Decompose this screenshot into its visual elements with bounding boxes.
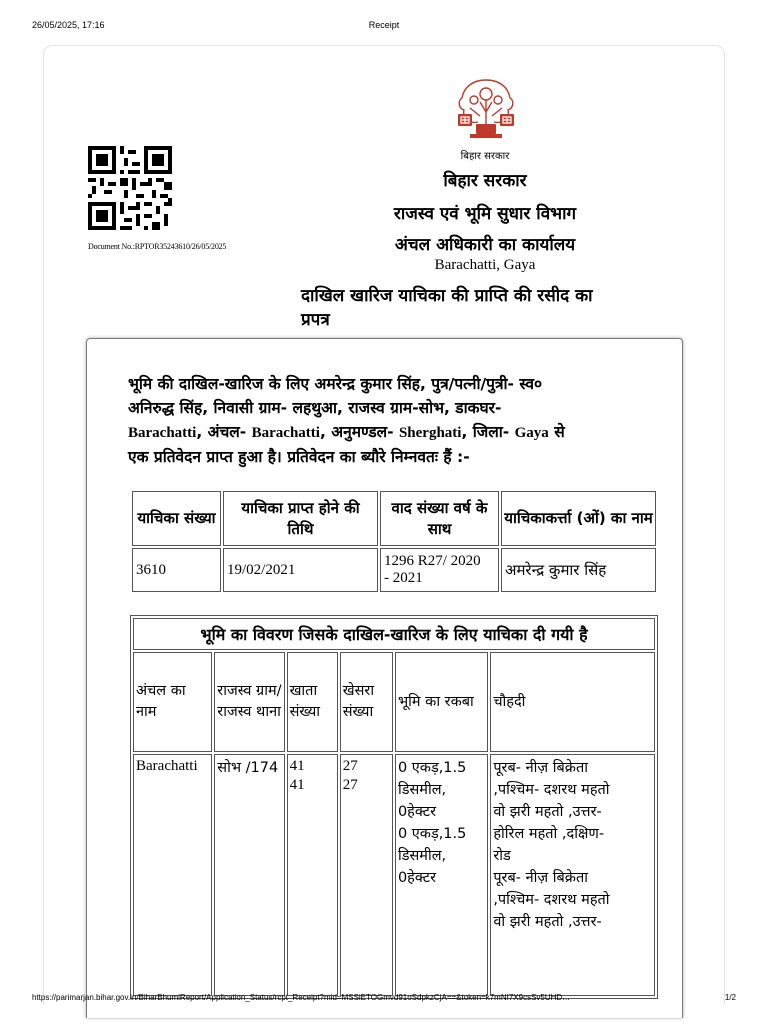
area-line: डिसमील,: [397, 782, 447, 798]
table-row: [132, 548, 656, 592]
col-khata: खाता संख्या: [287, 652, 338, 752]
boundary-line: पूरब- नीज़ बिक्रेता: [493, 760, 588, 776]
khesra-value: 27: [342, 777, 358, 793]
intro-sep: से: [548, 423, 565, 441]
boundary-line: होरिल महतो ,दक्षिण-: [493, 826, 605, 842]
boundary-line: ,पश्चिम- दशरथ महतो: [493, 892, 610, 908]
area-line: डिसमील,: [397, 848, 447, 864]
boundary-line: वो झरी महतो ,उत्तर-: [493, 804, 602, 820]
petition-table: [130, 489, 658, 594]
col-received-date: याचिका प्राप्त होने की तिथि: [223, 491, 378, 546]
intro-subdivision: Sherghati: [398, 425, 462, 441]
col-petitioner: याचिकाकर्त्ता (ओं) का नाम: [501, 491, 656, 546]
intro-sep: , अनुमण्डल-: [319, 423, 399, 441]
intro-line-2: अनिरुद्ध सिंह, निवासी ग्राम- लहथुआ, राजस्व ग्राम-सोभ, डाकघर-: [128, 399, 502, 417]
khata-value: 41: [289, 758, 305, 774]
table-row: [133, 754, 655, 996]
print-header: [0, 20, 768, 34]
intro-sep: , अंचल-: [196, 423, 252, 441]
land-boundary: [490, 754, 655, 996]
government-heading: बिहार सरकार: [443, 171, 527, 191]
petitioner-name: अमरेन्द्र कुमार सिंह: [501, 548, 656, 592]
department-heading: राजस्व एवं भूमि सुधार विभाग: [393, 204, 577, 224]
circle-value: Barachatti: [136, 758, 198, 774]
page-number: 1/2: [724, 993, 736, 1002]
area-line: 0हेक्टर: [397, 870, 437, 886]
khata-no: [287, 754, 338, 996]
office-heading: अंचल अधिकारी का कार्यालय: [394, 235, 576, 255]
khata-value: 41: [289, 777, 305, 793]
petition-no: 3610: [132, 548, 221, 592]
col-area: भूमि का रकबा: [395, 652, 488, 752]
intro-district: Gaya: [514, 425, 549, 441]
intro-anchal: Barachatti: [251, 425, 320, 441]
receipt-title-line-1: दाखिल खारिज याचिका की प्राप्ति की रसीद का: [301, 286, 593, 306]
received-date: 19/02/2021: [223, 548, 378, 592]
khesra-value: 27: [342, 758, 358, 774]
bihar-emblem-icon: [444, 72, 528, 148]
land-area: [395, 754, 488, 996]
col-boundary: चौहदी: [490, 652, 655, 752]
intro-line-3: [128, 420, 668, 445]
village-value: सोभ /174: [217, 760, 279, 776]
intro-line-4: एक प्रतिवेदन प्राप्त हुआ है। प्रतिवेदन का ब्यौरे निम्नवतः हैं :-: [128, 448, 470, 466]
circle-name: [133, 754, 212, 996]
intro-circle: Barachatti: [128, 425, 197, 441]
col-petition-no: याचिका संख्या: [132, 491, 221, 546]
area-line: 0 एकड़,1.5: [397, 760, 467, 776]
intro-sep: , जिला-: [461, 423, 515, 441]
col-khesra: खेसरा संख्या: [340, 652, 393, 752]
page-url-link[interactable]: https://parimarjan.bihar.gov.in/BiharBhumiReport/Application_Status/rcpt_Receipt?mid=MSSiETOGmvd91oSdpkzCjA==&token=k7mNI7X9csSv5UHD…: [32, 993, 571, 1002]
receipt-title-line-2: प्रपत्र: [301, 310, 330, 330]
area-line: 0हेक्टर: [397, 804, 437, 820]
location-heading: Barachatti, Gaya: [434, 257, 536, 273]
table-header-row: [132, 491, 656, 546]
print-title: Receipt: [368, 20, 400, 30]
intro-paragraph: [128, 372, 668, 469]
village-name: [214, 754, 284, 996]
case-no: [380, 548, 499, 592]
table-header-row: [133, 652, 655, 752]
area-line: 0 एकड़,1.5: [397, 826, 467, 842]
case-no-line-2: - 2021: [384, 570, 423, 586]
receipt-title: [301, 284, 671, 332]
col-case-no: वाद संख्या वर्ष के साथ: [380, 491, 499, 546]
boundary-line: रोड: [493, 848, 511, 864]
boundary-line: ,पश्चिम- दशरथ महतो: [493, 782, 610, 798]
document-number: Document No.:RPTOR35243610/26/05/2025: [88, 242, 227, 251]
case-no-line-1: 1296 R27/ 2020: [384, 553, 481, 569]
boundary-line: वो झरी महतो ,उत्तर-: [493, 914, 602, 930]
land-table-caption: भूमि का विवरण जिसके दाखिल-खारिज के लिए याचिका दी गयी है: [133, 618, 655, 650]
khesra-no: [340, 754, 393, 996]
emblem-caption: बिहार सरकार: [460, 151, 510, 162]
qr-code-icon: [88, 146, 172, 230]
intro-line-1: भूमि की दाखिल-खारिज के लिए अमरेन्द्र कुमार सिंह, पुत्र/पत्नी/पुत्री- स्व०: [128, 375, 543, 393]
col-circle: अंचल का नाम: [133, 652, 212, 752]
col-village: राजस्व ग्राम/ राजस्व थाना: [214, 652, 284, 752]
land-table: [130, 615, 658, 999]
boundary-line: पूरब- नीज़ बिक्रेता: [493, 870, 588, 886]
print-footer: [0, 993, 768, 1007]
print-datetime: 26/05/2025, 17:16: [32, 20, 105, 30]
